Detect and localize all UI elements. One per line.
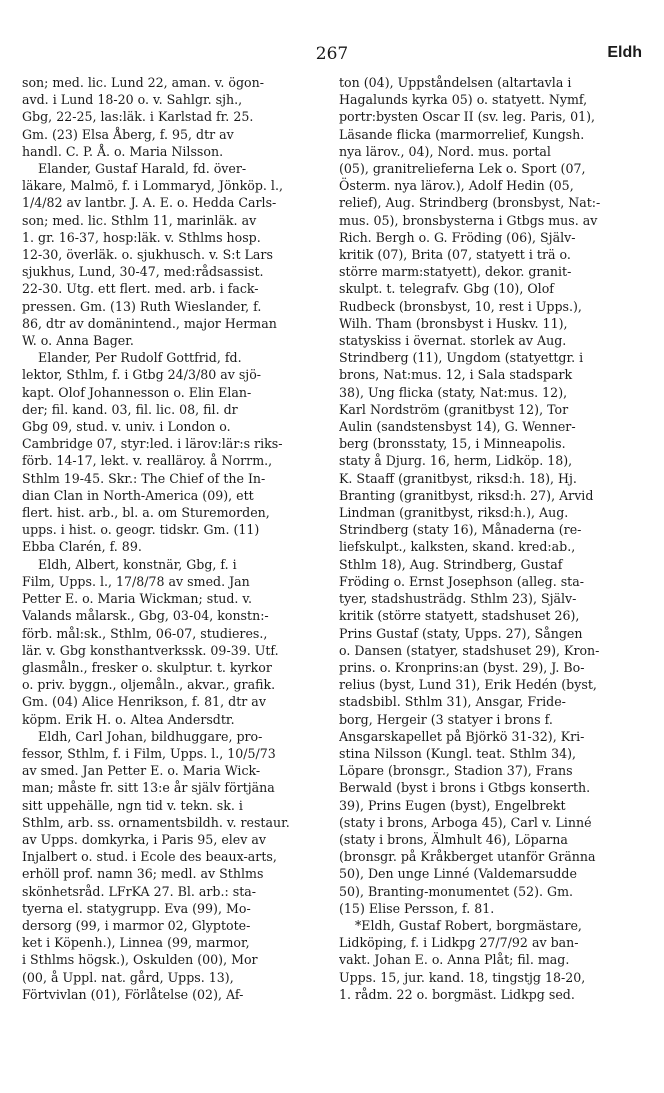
text-line: läkare, Malmö, f. i Lommaryd, Jönköp. l., bbox=[22, 178, 283, 194]
text-line: 1. rådm. 22 o. borgmäst. Lidkpg sed. bbox=[339, 986, 575, 1002]
text-line: Sthlm, arb. ss. ornamentsbildh. v. restaur. bbox=[22, 814, 290, 830]
text-line: Strindberg (11), Ungdom (statyettgr. i bbox=[339, 350, 584, 366]
text-line: portr:bysten Oscar II (sv. leg. Paris, 01), bbox=[339, 109, 596, 125]
text-line: Rudbeck (bronsbyst, 10, rest i Upps.), bbox=[339, 298, 582, 314]
text-line: sitt uppehälle, ngn tid v. tekn. sk. i bbox=[22, 797, 243, 813]
text-line: prins. o. Kronprins:an (byst. 29), J. Bo- bbox=[339, 659, 585, 675]
text-line: dian Clan in North-America (09), ett bbox=[22, 487, 254, 503]
text-line: statyskiss i övernat. storlek av Aug. bbox=[339, 333, 567, 349]
text-line: o. Dansen (statyer, stadshuset 29), Kron- bbox=[339, 642, 600, 658]
text-line: 39), Prins Eugen (byst), Engelbrekt bbox=[339, 797, 566, 813]
text-line: mus. 05), bronsbysterna i Gtbgs mus. av bbox=[339, 212, 598, 228]
text-line: glasmåln., fresker o. skulptur. t. kyrkor bbox=[22, 659, 272, 675]
text-line: Strindberg (staty 16), Månaderna (re- bbox=[339, 522, 582, 538]
text-line: vakt. Johan E. o. Anna Plåt; fil. mag. bbox=[339, 952, 570, 968]
text-line: Österm. nya lärov.), Adolf Hedin (05, bbox=[339, 178, 574, 194]
text-line: Gm. (04) Alice Henrikson, f. 81, dtr av bbox=[22, 694, 266, 710]
entry-heading-line: Eldh, Albert, konstnär, Gbg, f. i bbox=[38, 556, 237, 572]
text-line: (05), granitrelieferna Lek o. Sport (07, bbox=[339, 161, 586, 177]
text-line: berg (bronsstaty, 15, i Minneapolis. bbox=[339, 436, 566, 452]
text-line: Hagalunds kyrka 05) o. statyett. Nymf, bbox=[339, 92, 588, 108]
text-line: lär. v. Gbg konsthantverkssk. 09-39. Utf. bbox=[22, 642, 279, 658]
text-line: 1. gr. 16-37, hosp:läk. v. Sthlms hosp. bbox=[22, 229, 261, 245]
text-line: förb. 14-17, lekt. v. realläroy. å Norrm., bbox=[22, 453, 273, 469]
text-line: Rich. Bergh o. G. Fröding (06), Själv- bbox=[339, 229, 576, 245]
text-line: av smed. Jan Petter E. o. Maria Wick- bbox=[22, 763, 261, 779]
text-line: tyerna el. statygrupp. Eva (99), Mo- bbox=[22, 900, 251, 916]
page-number: 267 bbox=[315, 44, 349, 64]
right-column bbox=[339, 74, 639, 1003]
entry-heading-line: Elander, Per Rudolf Gottfrid, fd. bbox=[38, 350, 242, 366]
text-line: Förtvivlan (01), Förlåtelse (02), Af- bbox=[22, 986, 244, 1002]
text-line: stadsbibl. Sthlm 31), Ansgar, Fride- bbox=[339, 694, 566, 710]
text-line: 22-30. Utg. ett flert. med. arb. i fack- bbox=[22, 281, 259, 297]
text-line: fessor, Sthlm, f. i Film, Upps. l., 10/5/73 bbox=[22, 745, 276, 761]
text-line: tyer, stadshusträdg. Sthlm 23), Själv- bbox=[339, 591, 577, 607]
text-line: staty å Djurg. 16, herm, Lidköp. 18), bbox=[339, 453, 573, 469]
text-line: avd. i Lund 18-20 o. v. Sahlgr. sjh., bbox=[22, 92, 243, 108]
text-line: K. Staaff (granitbyst, riksd:h. 18), Hj. bbox=[339, 470, 577, 486]
text-line: Wilh. Tham (bronsbyst i Huskv. 11), bbox=[339, 315, 568, 331]
text-line: Lindman (granitbyst, riksd:h.), Aug. bbox=[339, 505, 569, 521]
text-line: (staty i brons, Arboga 45), Carl v. Linné bbox=[339, 814, 592, 830]
text-line: Läsande flicka (marmorrelief, Kungsh. bbox=[339, 126, 585, 142]
text-line: i Sthlms högsk.), Oskulden (00), Mor bbox=[22, 952, 258, 968]
text-line: 86, dtr av domänintend., major Herman bbox=[22, 315, 277, 331]
text-line: Ebba Clarén, f. 89. bbox=[22, 539, 142, 555]
entry-heading-line: Elander, Gustaf Harald, fd. över- bbox=[38, 161, 247, 177]
text-line: skönhetsråd. LFrKA 27. Bl. arb.: sta- bbox=[22, 883, 257, 899]
text-line: Fröding o. Ernst Josephson (alleg. sta- bbox=[339, 573, 584, 589]
text-line: Branting (granitbyst, riksd:h. 27), Arvid bbox=[339, 487, 594, 503]
text-line: pressen. Gm. (13) Ruth Wieslander, f. bbox=[22, 298, 262, 314]
text-line: stina Nilsson (Kungl. teat. Sthlm 34), bbox=[339, 745, 577, 761]
text-line: kapt. Olof Johannesson o. Elin Elan- bbox=[22, 384, 252, 400]
text-line: erhöll prof. namn 36; medl. av Sthlms bbox=[22, 866, 264, 882]
text-line: relius (byst, Lund 31), Erik Hedén (byst, bbox=[339, 677, 597, 693]
text-line: Gbg 09, stud. v. univ. i London o. bbox=[22, 419, 231, 435]
text-line: (15) Elise Persson, f. 81. bbox=[339, 900, 495, 916]
text-line: dersorg (99, i marmor 02, Glyptote- bbox=[22, 917, 251, 933]
text-line: 50), Branting-monumentet (52). Gm. bbox=[339, 883, 574, 899]
text-line: son; med. lic. Sthlm 11, marinläk. av bbox=[22, 212, 257, 228]
text-line: borg, Hergeir (3 statyer i brons f. bbox=[339, 711, 553, 727]
text-line: W. o. Anna Bager. bbox=[22, 333, 134, 349]
text-line: köpm. Erik H. o. Altea Andersdtr. bbox=[22, 711, 235, 727]
text-line: Film, Upps. l., 17/8/78 av smed. Jan bbox=[22, 573, 250, 589]
text-line: kritik (07), Brita (07, statyett i trä o. bbox=[339, 247, 571, 263]
text-line: brons, Nat:mus. 12, i Sala stadspark bbox=[339, 367, 573, 383]
text-line: (00, å Uppl. nat. gård, Upps. 13), bbox=[22, 969, 234, 985]
entry-heading-line: Eldh, Carl Johan, bildhuggare, pro- bbox=[38, 728, 263, 744]
text-line: man; måste fr. sitt 13:e år själv förtjäna bbox=[22, 780, 275, 796]
text-line: Lidköping, f. i Lidkpg 27/7/92 av ban- bbox=[339, 935, 579, 951]
page-header bbox=[22, 44, 642, 70]
text-line: Gbg, 22-25, las:läk. i Karlstad fr. 25. bbox=[22, 109, 254, 125]
text-line: Karl Nordström (granitbyst 12), Tor bbox=[339, 401, 569, 417]
text-line: Sthlm 19-45. Skr.: The Chief of the In- bbox=[22, 470, 266, 486]
text-line: handl. C. P. Å. o. Maria Nilsson. bbox=[22, 143, 224, 159]
text-line: upps. i hist. o. geogr. tidskr. Gm. (11) bbox=[22, 522, 260, 538]
text-line: Valands målarsk., Gbg, 03-04, konstn:- bbox=[22, 608, 269, 624]
text-line: 50), Den unge Linné (Valdemarsudde bbox=[339, 866, 577, 882]
text-line: nya lärov., 04), Nord. mus. portal bbox=[339, 143, 551, 159]
left-column bbox=[22, 74, 322, 1003]
text-line: Cambridge 07, styr:led. i lärov:lär:s riks- bbox=[22, 436, 283, 452]
text-line: relief), Aug. Strindberg (bronsbyst, Nat:- bbox=[339, 195, 601, 211]
text-line: Prins Gustaf (staty, Upps. 27), Sången bbox=[339, 625, 583, 641]
running-head: Eldh bbox=[607, 44, 642, 61]
text-line: flert. hist. arb., bl. a. om Sturemorden, bbox=[22, 505, 270, 521]
text-line: liefskulpt., kalksten, skand. kred:ab., bbox=[339, 539, 576, 555]
text-line: Sthlm 18), Aug. Strindberg, Gustaf bbox=[339, 556, 563, 572]
text-line: 12-30, överläk. o. sjukhusch. v. S:t Lars bbox=[22, 247, 273, 263]
text-line: Gm. (23) Elsa Åberg, f. 95, dtr av bbox=[22, 126, 234, 142]
entry-heading-line: *Eldh, Gustaf Robert, borgmästare, bbox=[355, 917, 582, 933]
text-line: sjukhus, Lund, 30-47, med:rådsassist. bbox=[22, 264, 264, 280]
text-line: ket i Köpenh.), Linnea (99, marmor, bbox=[22, 935, 250, 951]
text-line: Berwald (byst i brons i Gtbgs konserth. bbox=[339, 780, 591, 796]
text-line: av Upps. domkyrka, i Paris 95, elev av bbox=[22, 831, 266, 847]
text-line: (staty i brons, Älmhult 46), Löparna bbox=[339, 831, 568, 847]
text-line: lektor, Sthlm, f. i Gtbg 24/3/80 av sjö- bbox=[22, 367, 262, 383]
text-line: Ansgarskapellet på Björkö 31-32), Kri- bbox=[339, 728, 585, 744]
text-line: Petter E. o. Maria Wickman; stud. v. bbox=[22, 591, 253, 607]
text-line: förb. mål:sk., Sthlm, 06-07, studieres., bbox=[22, 625, 268, 641]
text-line: skulpt. t. telegrafv. Gbg (10), Olof bbox=[339, 281, 554, 297]
text-line: son; med. lic. Lund 22, aman. v. ögon- bbox=[22, 75, 264, 90]
text-line: kritik (större statyett, stadshuset 26), bbox=[339, 608, 580, 624]
text-line: 1/4/82 av lantbr. J. A. E. o. Hedda Carls- bbox=[22, 195, 277, 211]
text-line: der; fil. kand. 03, fil. lic. 08, fil. dr bbox=[22, 401, 238, 417]
text-line: Aulin (sandstensbyst 14), G. Wenner- bbox=[339, 419, 576, 435]
text-line: ton (04), Uppståndelsen (altartavla i bbox=[339, 75, 572, 90]
text-line: större marm:statyett), dekor. granit- bbox=[339, 264, 572, 280]
text-line: o. priv. byggn., oljemåln., akvar., grafik. bbox=[22, 677, 276, 693]
text-line: Upps. 15, jur. kand. 18, tingstjg 18-20, bbox=[339, 969, 586, 985]
text-line: Injalbert o. stud. i Ecole des beaux-arts, bbox=[22, 849, 277, 865]
text-line: Löpare (bronsgr., Stadion 37), Frans bbox=[339, 763, 573, 779]
text-line: (bronsgr. på Kråkberget utanför Gränna bbox=[339, 849, 596, 865]
text-line: 38), Ung flicka (staty, Nat:mus. 12), bbox=[339, 384, 568, 400]
